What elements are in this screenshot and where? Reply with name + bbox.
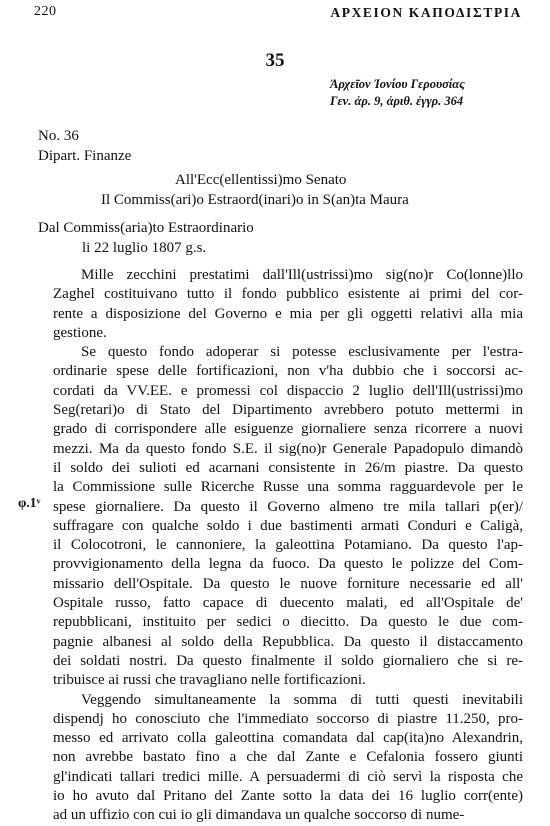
from-line-1: Dal Commiss(aria)to Estraordinario [38, 220, 254, 236]
text-line: Seg(retari)o di Stato del Dipartimento avrebbero potuto mettermi in [53, 402, 523, 419]
paragraph-1 [53, 266, 523, 343]
text-line: spese giornaliere. Da questo il Governo almeno tre mila tallari p(er)/ [53, 498, 523, 515]
document-number: 35 [265, 50, 285, 71]
text-line: ordinarie spese delle fortificazioni, non v'ha dubbio che i soccorsi ac- [53, 363, 523, 380]
text-line: Zaghel costituivano tutto il fondo pubblico esistente ai primi del cor- [53, 286, 523, 303]
text-line: suffragare con qualche soldo i due bastimenti armati Conduri e Caligà, [53, 517, 523, 534]
reference-number: No. 36 [38, 128, 79, 144]
text-line: mezzi. Ma da questo fondo S.E. il sig(no)r Generale Papadopulo dimandò [53, 440, 523, 457]
running-title: ΑΡΧΕΙΟΝ ΚΑΠΟΔΙΣΤΡΙΑ [330, 5, 522, 20]
text-line: cordati da VV.EE. e promessi col dispaccio 2 luglio dell'Ill(ustrissi)mo [53, 382, 523, 399]
text-line: rente a disposizione del Governo e mia per gli oggetti relativi alla mia [53, 305, 523, 322]
paragraph-2 [53, 343, 523, 690]
text-line: io ho avuto dal Pritano del Zante sotto la data dei 16 luglio corr(ente) [53, 788, 523, 805]
marginal-folio-note: φ.1ᵛ [18, 495, 41, 510]
text-line: Se questo fondo adoperar si potesse esclusivamente per l'estra- [81, 344, 523, 361]
source-line-1: Ἀρχεῖον Ἰονίου Γερουσίας [330, 77, 465, 91]
department: Dipart. Finanze [38, 148, 132, 164]
text-line: il Colocotroni, le cannoniere, la galeottina Potamiano. Da questo l'ap- [53, 537, 523, 554]
text-line: Veggendo simultaneamente la somma di tutti questi inevitabili [81, 691, 523, 708]
text-line: repubblicani, instituito per sedici o diecitto. Da questo le due com- [53, 614, 523, 631]
text-line: messo ed arrivato colla galeottina comandata dal cap(ita)no Alexandrin, [53, 730, 523, 747]
text-line: la Commissione sulle Ricerche Russe una somma ragguardevole per le [53, 479, 523, 496]
text-line: il soldo dei sulioti ed acarnani consistente in 26/m piastre. Da questo [53, 459, 523, 476]
address-line-1: All'Ecc(ellentissi)mo Senato [175, 172, 347, 188]
text-line: ad un uffizio con cui io gli dimandava un qualche soccorso di nume- [53, 807, 465, 824]
page-number: 220 [34, 4, 57, 19]
text-line: Mille zecchini prestatimi dall'Ill(ustrissi)mo sig(no)r Co(lonne)llo [81, 267, 523, 283]
text-line: gl'indicati tallari tredici mille. A persuadermi di ciò servì la risposta che [53, 768, 523, 785]
source-line-2: Γεν. ἀρ. 9, ἀριθ. ἐγγρ. 364 [330, 94, 464, 108]
letter-body [53, 266, 523, 826]
archival-source [330, 76, 465, 110]
address-line-2: Il Commiss(ari)o Estraord(inari)o in S(an)ta Maura [101, 192, 409, 208]
date-line: li 22 luglio 1807 g.s. [82, 240, 207, 256]
text-line: non avrebbe bastato fino a che dal Zante e Cefalonia fossero giunti [53, 749, 523, 766]
text-line: dei soldati nostri. Da questo finalmente il soldo giornaliero che si re- [53, 652, 523, 669]
text-line: missario dell'Ospitale. Da questo le nuove forniture necessarie ed all' [53, 575, 523, 592]
text-line: provvigionamento della legna da fuoco. Da questo le polizze del Com- [53, 556, 523, 573]
text-line: gestione. [53, 324, 107, 341]
text-line: pagnie albanesi al soldo della Repubblica. Da questo il distaccamento [53, 633, 523, 650]
text-line: tribuisce ai russi che travagliano nelle fortificazioni. [53, 672, 366, 689]
text-line: Ospitale russo, fatto capace di duecento malati, ed all'Ospitale de' [53, 595, 523, 612]
text-line: dispendj ho conosciuto che l'immediato soccorso di piastre 11.250, pro- [53, 710, 523, 727]
text-line: grado di corrispondere alle esiguenze giornaliere senza ricorrere a nuovi [53, 421, 523, 438]
paragraph-3 [53, 691, 523, 826]
